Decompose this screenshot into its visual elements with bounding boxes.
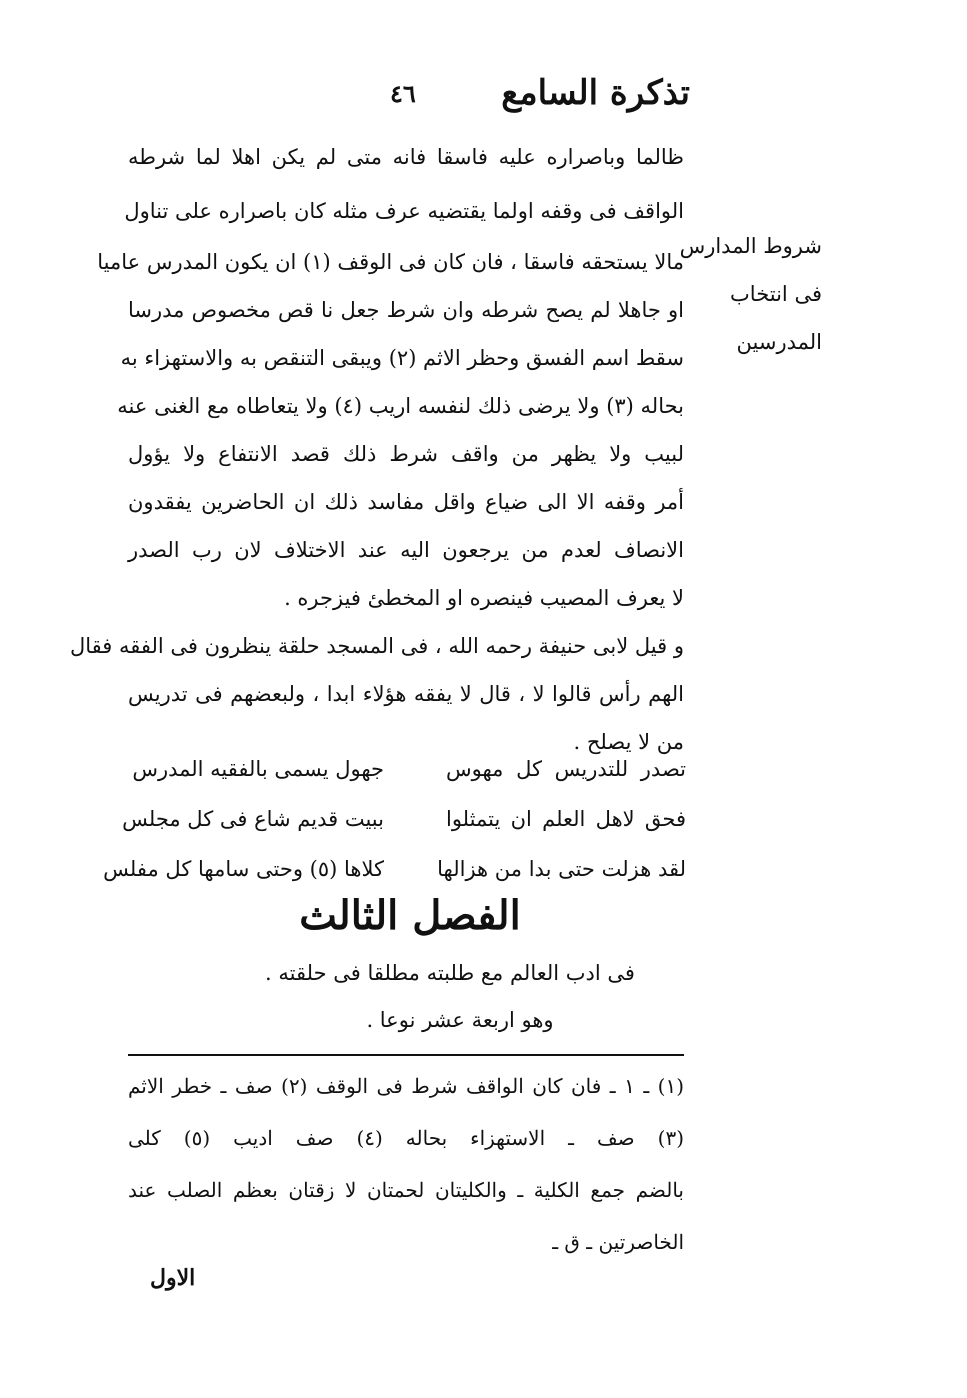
text-line: مالا يستحقه فاسقا ، فان كان فى الوقف (١) ان يكون المدرس عاميا [97,250,684,274]
main-text [69,130,684,766]
chapter-heading: الفصل الثالث [299,892,521,939]
margin-note-line: شروط المدارس [679,234,822,258]
footnote-divider [128,1054,684,1056]
poem [103,744,686,894]
margin-note [679,222,822,366]
verse-second-hemistich: ببيت قديم شاع فى كل مجلس [122,807,384,831]
text-line: لبيب ولا يظهر من واقف شرط ذلك قصد الانتفاع ولا يؤول [128,442,684,466]
text-line: ظالما وباصراره عليه فاسقا فانه متى لم يكن اهلا لما شرطه [128,145,684,169]
footnote-line: (٣) صف ـ الاستهزاء بحاله (٤) صف اديب (٥) كلى [128,1126,684,1150]
text-line: الهم رأس قالوا لا ، قال لا يفقه هؤلاء ابدا ، ولبعضهم فى تدريس [128,682,684,706]
footnotes [128,1060,684,1268]
text-line: أمر وقفه الا الى ضياع واقل مفاسد ذلك ان الحاضرين يفقدون [128,490,684,514]
page-header [360,68,690,118]
margin-note-line: المدرسين [736,330,822,354]
verse-first-hemistich: لقد هزلت حتى بدا من هزالها [437,857,686,881]
poem-verse [103,844,686,894]
verse-second-hemistich: كلاها (٥) وحتى سامها كل مفلس [103,857,384,881]
text-line: سقط اسم الفسق وحظر الاثم (٢) ويبقى التنقص به والاستهزاء به [120,346,684,370]
text-line: او جاهلا لم يصح شرطه وان شرط جعل نا قص مخصوص مدرسا [128,298,684,322]
verse-first-hemistich: تصدر للتدريس كل مهوس [446,757,686,781]
footnote-line: (١) ـ ١ ـ فان كان الواقف شرط فى الوقف (٢) صف ـ خطر الاثم [128,1074,684,1098]
text-line: من لا يصلح . [573,730,684,754]
verse-second-hemistich: جهول يسمى بالفقيه المدرس [132,757,384,781]
text-line: الواقف فى وقفه اولما يقتضيه عرف مثله كان باصراره على تناول [124,199,684,223]
text-line: لا يعرف المصيب فينصره او المخطئ فيزجره . [284,586,684,610]
poem-verse [122,794,686,844]
margin-note-line: فى انتخاب [730,282,822,306]
footnote-line: بالضم جمع الكلية ـ والكليتان لحمتان لا زقتان بعظم الصلب عند [128,1178,684,1202]
text-line: الانصاف لعدم من يرجعون اليه عند الاختلاف لان رب الصدر [128,538,684,562]
verse-first-hemistich: فحق لاهل العلم ان يتمثلوا [446,807,686,831]
footnote-line: الخاصرتين ـ ق ـ [552,1230,684,1254]
poem-verse [134,744,686,794]
text-line: و قيل لابى حنيفة رحمه الله ، فى المسجد حلقة ينظرون فى الفقه فقال [69,634,684,658]
catchword: الاول [150,1265,196,1291]
running-title: تذكرة السامع [501,73,690,113]
chapter-subtitle-count: وهو اربعة عشر نوعا . [366,1008,554,1032]
chapter-subtitle: فى ادب العالم مع طلبته مطلقا فى حلقته . [265,961,635,985]
text-line: بحاله (٣) ولا يرضى ذلك لنفسه اريب (٤) ولا يتعاطاه مع الغنى عنه [117,394,684,418]
page-number: ٤٦ [390,79,416,108]
